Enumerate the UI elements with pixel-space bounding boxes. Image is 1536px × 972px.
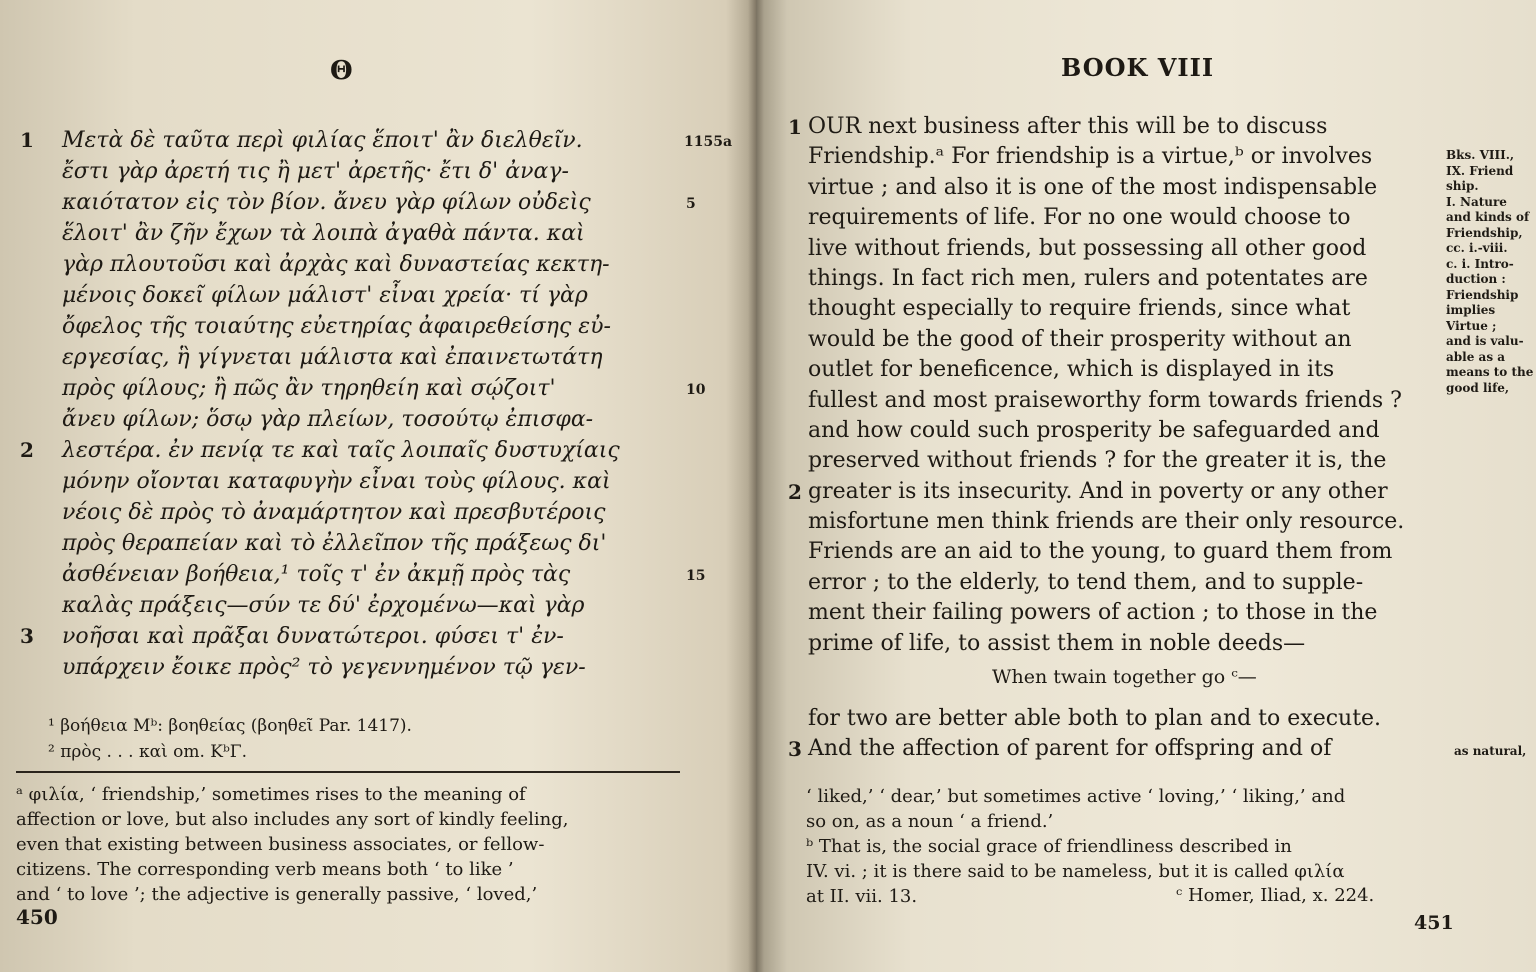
sidenote-line: Friendship xyxy=(1446,287,1519,302)
greek-line xyxy=(20,342,710,373)
greek-line xyxy=(20,311,710,342)
greek-line-text: γὰρ πλουτοῦσι καὶ ἀρχὰς καὶ δυναστείας κεκτη- xyxy=(62,252,610,277)
footnote-line: even that existing between business associates, or fellow- xyxy=(16,834,545,855)
sidenote-line: IX. Friend xyxy=(1446,163,1514,178)
greek-line-text: ἔστι γὰρ ἀρετή τις ἢ μετ' ἀρετῆς· ἔτι δ' ἀναγ- xyxy=(62,159,569,184)
verse-quote: When twain together go ᶜ— xyxy=(992,666,1257,688)
sidenote-line: Friendship, xyxy=(1446,225,1523,240)
english-line-text: and how could such prosperity be safeguarded and xyxy=(808,417,1380,443)
english-line xyxy=(808,325,1458,355)
english-line-text: fullest and most praiseworthy form towards friends ? xyxy=(808,387,1402,413)
line-number: 10 xyxy=(686,382,706,398)
sidenote-line: c. i. Intro- xyxy=(1446,256,1514,271)
line-number: 15 xyxy=(686,568,706,584)
english-line-text: virtue ; and also it is one of the most indispensable xyxy=(808,174,1378,200)
english-line-text: error ; to the elderly, to tend them, and to supple- xyxy=(808,569,1364,595)
greek-line xyxy=(20,125,733,156)
english-line xyxy=(808,142,1458,172)
greek-line-text: ἄνευ φίλων; ὅσῳ γὰρ πλείων, τοσούτῳ ἐπισφα- xyxy=(62,407,594,432)
english-line-text: requirements of life. For no one would choose to xyxy=(808,205,1351,231)
english-text-continued xyxy=(788,704,1458,765)
line-number: 5 xyxy=(686,196,696,212)
greek-line xyxy=(20,187,710,218)
english-line xyxy=(808,416,1458,446)
english-line-text: would be the good of their prosperity without an xyxy=(808,326,1352,352)
greek-line xyxy=(20,652,710,683)
footnote-line: ‘ liked,’ ‘ dear,’ but sometimes active ‘ loving,’ ‘ liking,’ and xyxy=(806,786,1346,807)
greek-line xyxy=(20,497,710,528)
footnote-divider xyxy=(16,771,680,773)
english-line-text: things. In fact rich men, rulers and potentates are xyxy=(808,265,1368,291)
right-page xyxy=(756,0,1536,972)
english-line xyxy=(808,294,1458,324)
english-line xyxy=(788,734,1458,764)
english-line-text: preserved without friends ? for the greater it is, the xyxy=(808,448,1387,474)
footnote-line: at II. vii. 13. xyxy=(806,886,918,907)
greek-line xyxy=(20,280,710,311)
greek-line-text: υπάρχειν ἔοικε πρὸς² τὸ γεγεννημένον τῷ γεν- xyxy=(62,655,586,680)
english-line xyxy=(808,234,1458,264)
english-line-text: live without friends, but possessing all other good xyxy=(808,235,1367,261)
section-number: 1 xyxy=(20,128,34,152)
english-line xyxy=(808,203,1458,233)
english-line xyxy=(808,537,1458,567)
section-number: 2 xyxy=(788,479,802,504)
english-line-text: OUR next business after this will be to discuss xyxy=(808,114,1328,139)
sidenote-line: means to the xyxy=(1446,365,1534,379)
english-line xyxy=(808,264,1458,294)
greek-line-text: νοῆσαι καὶ πρᾶξαι δυνατώτεροι. φύσει τ' ἐν- xyxy=(62,624,564,649)
greek-line-text: μόνην οἴονται καταφυγὴν εἶναι τοὺς φίλους. καὶ xyxy=(62,469,611,494)
left-footnote xyxy=(16,782,688,907)
greek-line xyxy=(20,249,710,280)
english-line-text: outlet for beneficence, which is displayed in its xyxy=(808,357,1335,383)
section-number: 3 xyxy=(788,737,802,762)
sidenote-line: and kinds of xyxy=(1446,210,1530,224)
left-page-header: Θ xyxy=(330,56,353,86)
greek-line xyxy=(20,621,710,652)
section-number: 2 xyxy=(20,438,34,462)
greek-line-text: ἀσθένειαν βοήθεια,¹ τοῖς τ' ἐν ἀκμῇ πρὸς τὰς xyxy=(62,562,571,587)
line-number: 1155a xyxy=(684,134,733,150)
english-line xyxy=(808,629,1458,659)
greek-line-text: ὄφελος τῆς τοιαύτης εὐετηρίας ἀφαιρεθείσης εὐ- xyxy=(62,314,611,339)
sidenote-line: able as a xyxy=(1446,349,1506,364)
english-line xyxy=(808,355,1458,385)
english-line xyxy=(808,446,1458,476)
greek-line xyxy=(20,218,710,249)
greek-line xyxy=(20,559,710,590)
sidenote-line: cc. i.-viii. xyxy=(1446,241,1508,255)
homer-footnote: ᶜ Homer, Iliad, x. 224. xyxy=(1176,885,1375,906)
english-text xyxy=(788,112,1458,659)
greek-line-text: ἕλοιτ' ἂν ζῆν ἔχων τὰ λοιπὰ ἀγαθὰ πάντα. καὶ xyxy=(62,221,585,246)
footnote-line: IV. vi. ; it is there said to be nameless, but it is called φιλία xyxy=(806,861,1345,882)
sidenote-line: Bks. VIII., xyxy=(1446,148,1515,162)
sidenote-line: duction : xyxy=(1446,272,1506,286)
english-line xyxy=(808,386,1458,416)
critical-note: ¹ βοήθεια Mᵇ: βοηθείας (βοηθεῖ Par. 1417). xyxy=(48,716,412,736)
greek-line xyxy=(20,156,710,187)
english-line-text: greater is its insecurity. And in poverty or any other xyxy=(808,478,1388,504)
greek-line-text: πρὸς φίλους; ἢ πῶς ἂν τηρηθείη καὶ σῴζοιτ' xyxy=(62,376,556,401)
greek-line-text: εργεσίας, ἣ γίγνεται μάλιστα καὶ ἐπαινετωτάτη xyxy=(62,345,603,370)
critical-note: ² πρὸς . . . καὶ om. KᵇΓ. xyxy=(48,742,248,762)
greek-line-text: καιότατον εἰς τὸν βίον. ἄνευ γὰρ φίλων οὐδεὶς xyxy=(62,190,591,215)
sidenote-line: implies xyxy=(1446,303,1496,317)
section-number: 1 xyxy=(788,115,802,139)
footnote-line: and ‘ to love ’; the adjective is generally passive, ‘ loved,’ xyxy=(16,884,538,905)
greek-line xyxy=(20,466,710,497)
section-number: 3 xyxy=(20,624,34,648)
footnote-line: affection or love, but also includes any sort of kindly feeling, xyxy=(16,809,569,830)
sidenote-line: I. Nature xyxy=(1446,194,1507,209)
english-line xyxy=(808,704,1458,734)
english-line-text: ment their failing powers of action ; to those in the xyxy=(808,600,1378,626)
footnote-line: so on, as a noun ‘ a friend.’ xyxy=(806,811,1054,832)
greek-line xyxy=(20,590,710,621)
page-number: 451 xyxy=(1414,912,1454,934)
right-page-header: BOOK VIII xyxy=(1061,53,1215,82)
left-page xyxy=(0,0,756,972)
english-line-text: Friendship.ᵃ For friendship is a virtue,ᵇ or involves xyxy=(808,144,1373,170)
english-line xyxy=(808,507,1458,537)
footnote-line: ᵃ φιλία, ‘ friendship,’ sometimes rises to the meaning of xyxy=(16,784,526,805)
english-line-text: misfortune men think friends are their only resource. xyxy=(808,509,1405,535)
english-line-text: And the affection of parent for offspring and of xyxy=(808,736,1332,762)
english-line xyxy=(808,598,1458,628)
english-line xyxy=(788,112,1458,142)
page-number: 450 xyxy=(16,905,58,929)
sidenote-line: good life, xyxy=(1446,380,1510,395)
english-line xyxy=(808,173,1458,203)
footnote-line: citizens. The corresponding verb means both ‘ to like ’ xyxy=(16,859,514,880)
greek-line-text: πρὸς θεραπείαν καὶ τὸ ἐλλεῖπον τῆς πράξεως δι' xyxy=(62,531,607,556)
english-line xyxy=(788,477,1458,507)
greek-line-text: καλὰς πράξεις—σύν τε δύ' ἐρχομένω—καὶ γὰρ xyxy=(62,593,585,618)
english-line-text: Friends are an aid to the young, to guard them from xyxy=(808,539,1393,565)
sidenote-line: and is valu- xyxy=(1446,334,1524,348)
greek-line xyxy=(20,373,710,404)
greek-line-text: νέοις δὲ πρὸς τὸ ἀναμάρτητον καὶ πρεσβυτέροις xyxy=(62,500,606,525)
marginal-sidenote-3: as natural, xyxy=(1454,744,1527,758)
english-line-text: for two are better able both to plan and to execute. xyxy=(808,706,1382,731)
sidenote-line: ship. xyxy=(1446,179,1479,193)
greek-text xyxy=(20,125,733,683)
greek-line xyxy=(20,404,710,435)
greek-line xyxy=(20,435,710,466)
marginal-sidenote xyxy=(1446,148,1536,396)
english-line-text: thought especially to require friends, since what xyxy=(808,296,1351,322)
english-line-text: prime of life, to assist them in noble deeds— xyxy=(808,630,1306,656)
greek-line-text: Μετὰ δὲ ταῦτα περὶ φιλίας ἕποιτ' ἂν διελθεῖν. xyxy=(62,128,583,153)
greek-line-text: λεστέρα. ἐν πενίᾳ τε καὶ ταῖς λοιπαῖς δυστυχίαις xyxy=(62,438,620,463)
english-line xyxy=(808,568,1458,598)
greek-line xyxy=(20,528,710,559)
book-gutter xyxy=(748,0,764,972)
greek-line-text: μένοις δοκεῖ φίλων μάλιστ' εἶναι χρεία· τί γὰρ xyxy=(62,283,588,308)
sidenote-line: Virtue ; xyxy=(1446,318,1497,333)
footnote-line: ᵇ That is, the social grace of friendliness described in xyxy=(806,836,1292,857)
